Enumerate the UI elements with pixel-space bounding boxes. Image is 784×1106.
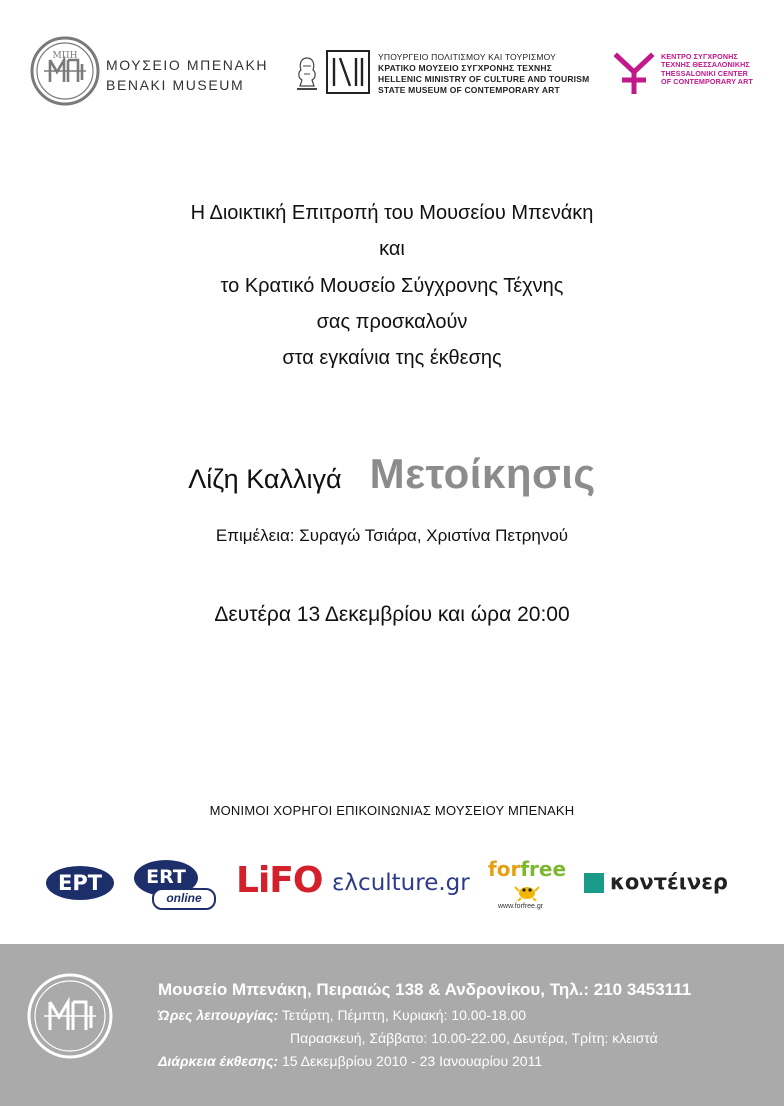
kontainer-square-icon [584, 873, 604, 893]
ministry-line-2: ΚΡΑΤΙΚΟ ΜΟΥΣΕΙΟ ΣΥΓΧΡΟΝΗΣ ΤΕΧΝΗΣ [378, 63, 552, 73]
elculture-prefix: ελ [332, 870, 359, 896]
benaki-museum-logo [30, 36, 100, 106]
forfree-url: www.forfree.gr [498, 903, 544, 910]
exhibition-title: Μετοίκησις [369, 450, 596, 497]
ert-online-label: online [152, 888, 216, 910]
footer-hours-2: Παρασκευή, Σάββατο: 10.00-22.00, Δευτέρα, Τρίτη: κλειστά [290, 1030, 658, 1046]
footer-duration [158, 1053, 542, 1069]
ministry-emblem-icon [292, 54, 322, 92]
footer-hours-1 [158, 1007, 526, 1023]
ksth-line-1: ΚΕΝΤΡΟ ΣΥΓΧΡΟΝΗΣ [661, 52, 738, 61]
title-row [0, 450, 784, 498]
forfree-word [488, 857, 566, 881]
ksth-line-2: ΤΕΧΝΗΣ ΘΕΣΣΑΛΟΝΙΚΗΣ [661, 60, 750, 70]
opening-date: Δευτέρα 13 Δεκεμβρίου και ώρα 20:00 [214, 603, 570, 626]
forfree-free: free [520, 857, 567, 881]
duration-label: Διάρκεια έκθεσης: [158, 1053, 279, 1069]
benaki-monogram: ΜΠΗ [52, 51, 78, 61]
curators: Επιμέλεια: Συραγώ Τσιάρα, Χριστίνα Πετρηνού [215, 526, 569, 545]
ert-online-top: ERT [134, 860, 198, 896]
thessaloniki-center-text [661, 53, 753, 87]
kontainer-text: κοντέινερ [610, 870, 728, 894]
ministry-line-1: ΥΠΟΥΡΓΕΙΟ ΠΟΛΙΤΙΣΜΟΥ ΚΑΙ ΤΟΥΡΙΣΜΟΥ [378, 52, 557, 62]
benaki-museum-name [106, 55, 268, 95]
footer [0, 944, 784, 1106]
duration-value: 15 Δεκεμβρίου 2010 - 23 Ιανουαρίου 2011 [281, 1053, 543, 1069]
invitation-line-3: το Κρατικό Μουσείο Σύγχρονης Τέχνης [220, 275, 564, 297]
hours-label: Ώρες λειτουργίας: [158, 1007, 279, 1023]
forfree-for: for [488, 857, 521, 881]
forfree-logo [488, 857, 567, 915]
invitation-line-5: στα εγκαίνια της έκθεσης [282, 347, 502, 369]
footer-benaki-logo [26, 972, 114, 1060]
lifo-logo: LiFO [236, 860, 323, 901]
invitation-line-4: σας προσκαλούν [316, 311, 468, 333]
benaki-name-greek: ΜΟΥΣΕΙΟ ΜΠΕΝΑΚΗ [106, 57, 269, 73]
state-museum-logo [326, 50, 370, 94]
ministry-text [378, 52, 589, 96]
sponsors-heading: ΜΟΝΙΜΟΙ ΧΟΡΗΓΟΙ ΕΠΙΚΟΙΝΩΝΙΑΣ ΜΟΥΣΕΙΟΥ ΜΠΕΝΑΚΗ [209, 803, 575, 818]
elculture-suffix: culture.gr [358, 870, 470, 896]
footer-address: Μουσείο Μπενάκη, Πειραιώς 138 & Ανδρονίκου, Τηλ.: 210 3453111 [158, 980, 692, 999]
ksth-line-3: THESSALONIKI CENTER [661, 68, 748, 78]
ksth-line-4: OF CONTEMPORARY ART [661, 77, 753, 87]
hours-line-1: Τετάρτη, Πέμπτη, Κυριακή: 10.00-18.00 [281, 1007, 527, 1023]
ert-online-logo [134, 860, 214, 910]
crab-icon [514, 881, 540, 901]
ert-logo: ΕΡΤ [46, 866, 114, 900]
ministry-line-3: HELLENIC MINISTRY OF CULTURE AND TOURISM [378, 74, 590, 84]
thessaloniki-center-logo [614, 52, 654, 96]
ministry-line-4: STATE MUSEUM OF CONTEMPORARY ART [378, 85, 560, 95]
benaki-name-english: BENAKI MUSEUM [106, 77, 245, 93]
invitation-line-2: και [379, 238, 405, 260]
elculture-logo [332, 870, 470, 896]
artist-name: Λίζη Καλλιγά [188, 464, 342, 494]
invitation-line-1: Η Διοικτική Επιτροπή του Μουσείου Μπενάκη [190, 202, 594, 224]
